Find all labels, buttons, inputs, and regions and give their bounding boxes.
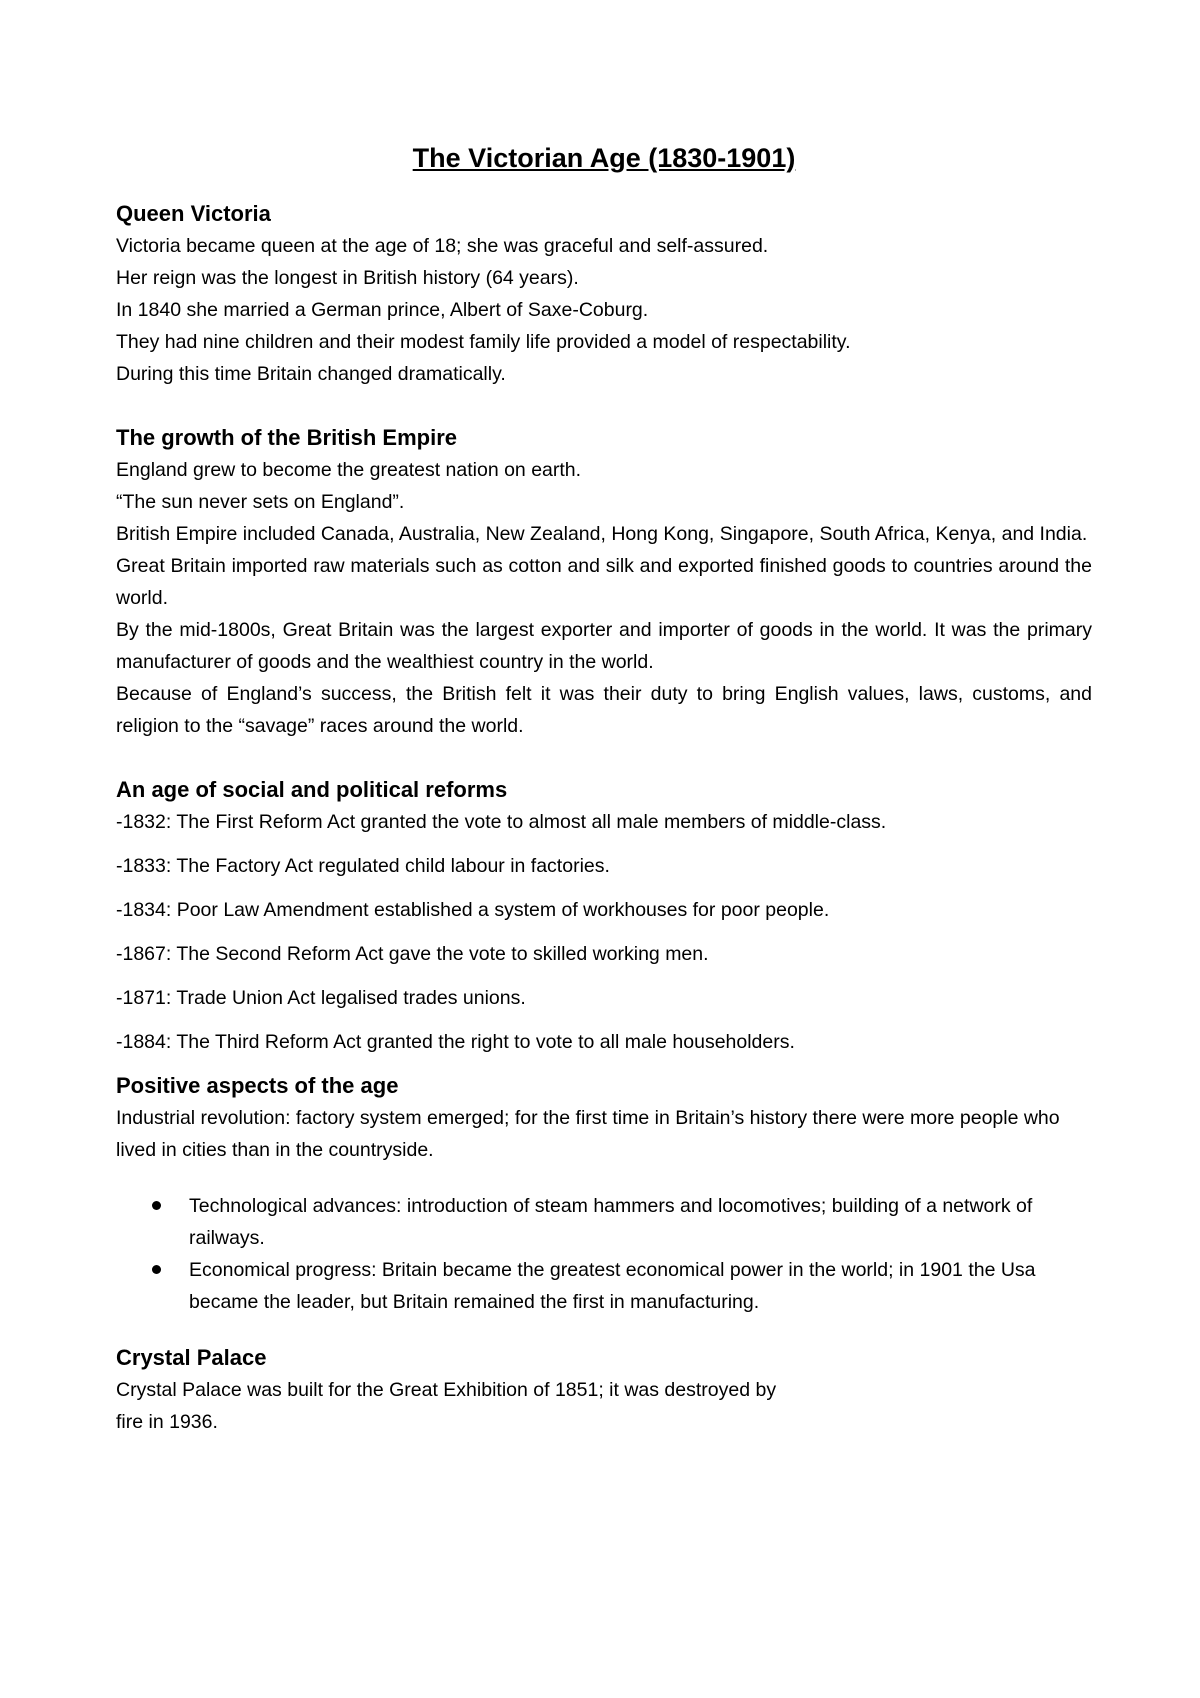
section-british-empire	[116, 422, 1092, 742]
document-content	[116, 140, 1092, 1438]
list-item: -1871: Trade Union Act legalised trades unions.	[116, 987, 526, 1009]
section-heading: The growth of the British Empire	[116, 425, 458, 450]
paragraph: Because of England’s success, the British felt it was their duty to bring English values, laws, customs, and religion to the “savage” races around the world.	[116, 683, 1092, 737]
paragraph-line: England grew to become the greatest nation on earth.	[116, 459, 582, 481]
paragraph-line: “The sun never sets on England”.	[116, 491, 405, 513]
list-item: -1867: The Second Reform Act gave the vote to skilled working men.	[116, 943, 709, 965]
paragraph-line: Her reign was the longest in British history (64 years).	[116, 267, 579, 289]
list-item: -1884: The Third Reform Act granted the right to vote to all male householders.	[116, 1031, 795, 1053]
reform-list	[116, 806, 1092, 1058]
section-gap	[116, 742, 1092, 774]
section-heading: Positive aspects of the age	[116, 1073, 399, 1098]
section-gap	[116, 1166, 1092, 1190]
paragraph: Great Britain imported raw materials such as cotton and silk and exported finished goods to countries around the world.	[116, 555, 1092, 609]
list-item: -1833: The Factory Act regulated child labour in factories.	[116, 855, 610, 877]
section-heading: Queen Victoria	[116, 201, 271, 226]
bullet-list	[116, 1190, 1092, 1318]
section-gap	[116, 1318, 1092, 1342]
bullet-icon	[152, 1265, 161, 1274]
section-gap	[116, 390, 1092, 422]
section-positive-aspects	[116, 1070, 1092, 1318]
paragraph-line: Victoria became queen at the age of 18; she was graceful and self-assured.	[116, 235, 769, 257]
paragraph-line: fire in 1936.	[116, 1411, 218, 1433]
section-queen-victoria	[116, 198, 1092, 390]
paragraph: Industrial revolution: factory system emerged; for the first time in Britain’s history there were more people who lived in cities than in the countryside.	[116, 1107, 1060, 1161]
paragraph-line: Crystal Palace was built for the Great Exhibition of 1851; it was destroyed by	[116, 1379, 777, 1401]
paragraph-line: They had nine children and their modest family life provided a model of respectability.	[116, 331, 851, 353]
paragraph-line: During this time Britain changed dramatically.	[116, 363, 506, 385]
list-item-text: Technological advances: introduction of steam hammers and locomotives; building of a network of railways.	[189, 1195, 1033, 1249]
list-item	[116, 1254, 1092, 1318]
paragraph: British Empire included Canada, Australia, New Zealand, Hong Kong, Singapore, South Africa, Kenya, and India.	[116, 523, 1088, 545]
list-item: -1834: Poor Law Amendment established a system of workhouses for poor people.	[116, 899, 830, 921]
page-title: The Victorian Age (1830-1901)	[412, 143, 796, 173]
paragraph: By the mid-1800s, Great Britain was the largest exporter and importer of goods in the world. It was the primary manufacturer of goods and the wealthiest country in the world.	[116, 619, 1092, 673]
list-item: -1832: The First Reform Act granted the vote to almost all male members of middle-class.	[116, 811, 887, 833]
bullet-icon	[152, 1201, 161, 1210]
section-heading: An age of social and political reforms	[116, 777, 508, 802]
section-crystal-palace	[116, 1342, 1092, 1438]
section-reforms	[116, 774, 1092, 1058]
list-item-text: Economical progress: Britain became the greatest economical power in the world; in 1901 the Usa became the leader, but Britain remained the first in manufacturing.	[189, 1259, 1036, 1313]
section-heading: Crystal Palace	[116, 1345, 267, 1370]
paragraph-line: In 1840 she married a German prince, Albert of Saxe-Coburg.	[116, 299, 649, 321]
list-item	[116, 1190, 1092, 1254]
